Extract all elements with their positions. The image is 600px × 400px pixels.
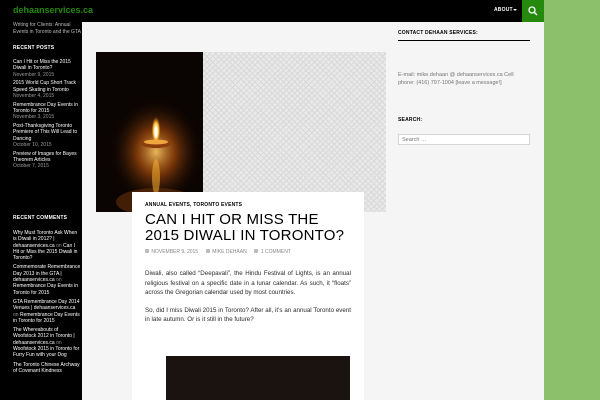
user-icon: [206, 249, 210, 253]
post-entry: [132, 192, 364, 400]
recent-post-date: November 9, 2015: [13, 71, 55, 78]
recent-post-date: October 10, 2015: [13, 142, 52, 149]
right-sidebar: [398, 22, 544, 400]
comment-author-link[interactable]: Commemorate Remembrance Day 2013 in the GTA | dehaanservices.ca: [13, 264, 81, 284]
comment-on-label: on: [56, 242, 62, 249]
list-item: [13, 151, 82, 170]
search-toggle-button[interactable]: [522, 0, 544, 22]
list-item: [13, 123, 82, 148]
recent-post-link[interactable]: 2015 World Cup Short Track Speed Skating in Toronto: [13, 80, 76, 93]
list-item: [13, 362, 82, 375]
list-item: [13, 102, 82, 121]
post-content: [145, 269, 351, 333]
comment-icon: [254, 249, 258, 253]
recent-post-date: October 7, 2015: [13, 163, 49, 170]
diwali-lamp-image: [96, 52, 203, 212]
list-item: [13, 230, 82, 261]
nav-about[interactable]: ABOUT: [494, 7, 513, 13]
comment-author-link[interactable]: The Whereabouts of Woofstock 2012 in Toronto | dehaanservices.ca: [13, 327, 75, 346]
contact-heading: CONTACT DEHAAN SERVICES:: [398, 30, 478, 36]
recent-post-date: November 4, 2015: [13, 92, 55, 99]
post-title[interactable]: CAN I HIT OR MISS THE 2015 DIWALI IN TORONTO?: [145, 211, 345, 244]
post-categories: [145, 202, 242, 208]
list-item: [13, 264, 82, 295]
recent-posts-list: [13, 59, 82, 172]
recent-comments-heading: RECENT COMMENTS: [13, 215, 68, 221]
post-author-link[interactable]: MIKE DEHAAN: [212, 249, 247, 255]
post-meta: [145, 249, 355, 255]
comment-post-link[interactable]: Remembrance Day Events in Toronto for 2015: [13, 311, 80, 324]
page-background-strip: [544, 0, 600, 400]
post-comments-link[interactable]: 1 COMMENT: [260, 249, 291, 255]
top-bar: [0, 0, 544, 22]
featured-image[interactable]: [96, 52, 203, 212]
divider: [398, 40, 530, 41]
comment-on-label: on: [56, 277, 62, 284]
search-heading: SEARCH:: [398, 117, 423, 123]
recent-posts-heading: RECENT POSTS: [13, 45, 55, 51]
comment-post-link[interactable]: Can I Hit or Miss the 2015 Diwali in Toronto?: [13, 242, 78, 262]
post-inline-image: [166, 356, 350, 400]
post-paragraph: So, did I miss Diwali 2015 in Toronto? After all, it’s an annual Toronto event in late autumn. Or is it still in the future?: [145, 306, 351, 323]
recent-post-link[interactable]: Can I Hit or Miss the 2015 Diwali in Toronto?: [13, 59, 71, 72]
site-tagline: Writing for Clients: Annual Events in Toronto and the GTA: [13, 22, 81, 35]
comment-post-link[interactable]: Woofstock 2015 in Toronto for Furry Fun with your Dog: [13, 346, 80, 359]
comment-author-link[interactable]: GTA Remembrance Day 2014 Venues | dehaanservices.ca: [13, 298, 80, 312]
left-sidebar: [0, 22, 82, 400]
featured-image-area: [96, 52, 386, 212]
list-item: [13, 299, 82, 324]
comment-on-label: on: [13, 311, 19, 318]
category-link[interactable]: ANNUAL EVENTS: [145, 202, 191, 208]
chevron-down-icon: [513, 9, 517, 11]
post-paragraph: Diwali, also called “Deepavali”, the Hindu Festival of Lights, is an annual religious festival on a specific date in a lunar calendar. As such, it “floats” across the Gregorian calendar used by most countries.: [145, 270, 351, 296]
search-icon: [528, 6, 538, 16]
comment-author-link[interactable]: The Toronto Chinese Archway of Covenant Kindness: [13, 361, 80, 374]
category-separator: ,: [190, 202, 192, 208]
comment-post-link[interactable]: Remembrance Day Events in Toronto for 2015: [13, 283, 79, 296]
category-link[interactable]: TORONTO EVENTS: [193, 202, 243, 208]
list-item: [13, 59, 82, 78]
recent-post-date: November 3, 2015: [13, 114, 55, 121]
recent-post-link[interactable]: Preview of Images for Bayes Theorem Articles: [13, 150, 77, 164]
site-title-link[interactable]: dehaanservices.ca: [13, 5, 94, 15]
comment-on-label: on: [56, 339, 62, 346]
list-item: [13, 80, 82, 99]
post-date-link[interactable]: NOVEMBER 9, 2015: [151, 249, 199, 255]
contact-details: E-mail: mike.dehaan @ dehaanservices.ca Cell phone: (416) 797-1004 [leave a message!]: [398, 72, 514, 86]
recent-post-link[interactable]: Remembrance Day Events in Toronto for 2015: [13, 101, 79, 115]
recent-comments-list: [13, 230, 82, 377]
comment-author-link[interactable]: Why Must Toronto Ask When is Diwali in 2012? | dehaanservices.ca: [13, 230, 78, 249]
list-item: [13, 327, 82, 358]
recent-post-link[interactable]: Post-Thanksgiving Toronto Premiere of This Will Lead to Dancing: [13, 123, 78, 142]
calendar-icon: [145, 249, 149, 253]
search-input[interactable]: [398, 134, 530, 145]
